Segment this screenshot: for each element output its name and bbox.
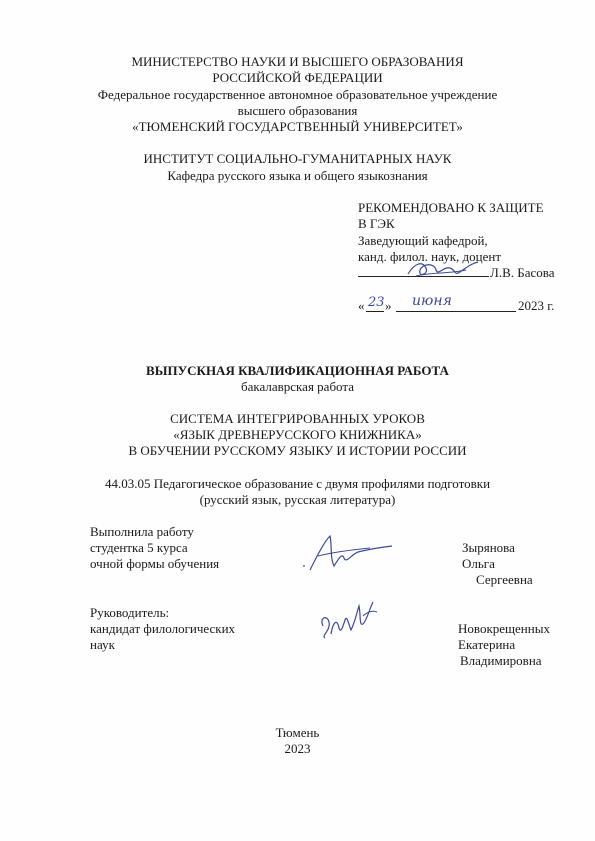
approval-line-2: В ГЭК <box>358 216 395 231</box>
year: 2023 <box>284 741 311 756</box>
approval-date-month: июня <box>412 293 452 309</box>
author-name: Ольга <box>462 556 495 571</box>
ministry-line-2: РОССИЙСКОЙ ФЕДЕРАЦИИ <box>212 70 383 85</box>
approval-line-1: РЕКОМЕНДОВАНО К ЗАЩИТЕ <box>358 200 544 215</box>
head-signature-scribble <box>404 256 484 282</box>
author-surname: Зырянова <box>462 540 515 555</box>
supervisor-label-line-2: кандидат филологических <box>90 621 236 636</box>
work-title-line-3: В ОБУЧЕНИИ РУССКОМУ ЯЗЫКУ И ИСТОРИИ РОССИИ <box>128 443 467 458</box>
specialty-line-1: 44.03.05 Педагогическое образование с двумя профилями подготовки <box>104 476 491 491</box>
approval-date-year: 2023 г. <box>518 298 555 313</box>
city: Тюмень <box>275 725 320 740</box>
university-name: «ТЮМЕНСКИЙ ГОСУДАРСТВЕННЫЙ УНИВЕРСИТЕТ» <box>132 119 463 134</box>
institution-line-2: высшего образования <box>237 103 358 118</box>
approval-date-open-quote: « <box>358 298 365 313</box>
work-subtype: бакалаврская работа <box>241 379 354 394</box>
approval-date-close-quote: » <box>385 298 392 313</box>
author-label-line-2: студентка 5 курса <box>90 540 188 555</box>
work-title-line-2: «ЯЗЫК ДРЕВНЕРУССКОГО КНИЖНИКА» <box>173 427 422 442</box>
work-type: ВЫПУСКНАЯ КВАЛИФИКАЦИОННАЯ РАБОТА <box>146 363 449 378</box>
approval-line-3: Заведующий кафедрой, <box>358 233 488 248</box>
institute-name: ИНСТИТУТ СОЦИАЛЬНО-ГУМАНИТАРНЫХ НАУК <box>143 151 452 166</box>
author-label-line-1: Выполнила работу <box>90 524 194 539</box>
supervisor-name: Екатерина <box>458 637 516 652</box>
head-of-department-name: Л.В. Басова <box>490 265 555 280</box>
approval-line-4: канд. филол. наук, доцент <box>358 249 502 264</box>
department-name: Кафедра русского языка и общего языкознания <box>167 168 428 183</box>
work-title-line-1: СИСТЕМА ИНТЕГРИРОВАННЫХ УРОКОВ <box>170 411 425 426</box>
supervisor-label-line-3: наук <box>90 637 115 652</box>
approval-date-month-line <box>396 311 516 312</box>
supervisor-surname: Новокрещенных <box>458 621 550 636</box>
approval-date-day-line <box>366 311 384 312</box>
ministry-line-1: МИНИСТЕРСТВО НАУКИ И ВЫСШЕГО ОБРАЗОВАНИЯ <box>131 54 464 69</box>
supervisor-patronymic: Владимировна <box>460 653 542 668</box>
supervisor-label-line-1: Руководитель: <box>90 605 170 620</box>
approval-date-day: 23 <box>368 295 385 310</box>
author-patronymic: Сергеевна <box>476 572 533 587</box>
specialty-line-2: (русский язык, русская литература) <box>199 492 396 507</box>
institution-line-1: Федеральное государственное автономное образовательное учреждение <box>97 87 498 102</box>
author-label-line-3: очной формы обучения <box>90 556 220 571</box>
supervisor-signature <box>315 596 385 646</box>
author-signature <box>300 530 400 576</box>
